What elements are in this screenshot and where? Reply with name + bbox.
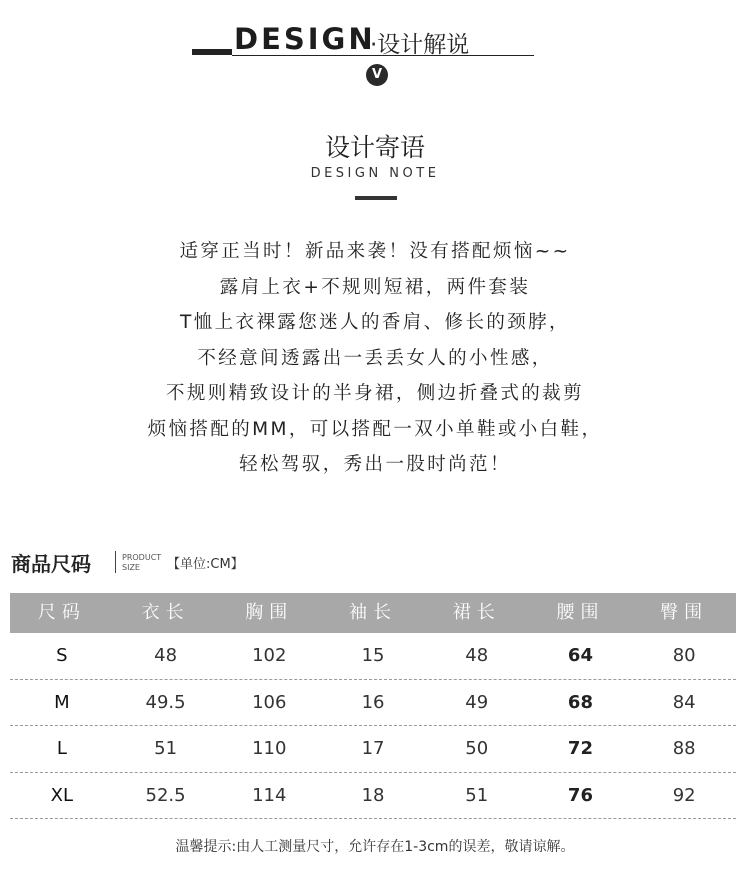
table-row [10, 680, 736, 727]
design-header [0, 0, 750, 100]
size-table [10, 593, 736, 819]
table-cell: 92 [672, 784, 696, 806]
header-cell: 尺码 [37, 602, 86, 623]
note-line: T恤上衣裸露您迷人的香肩、修长的颈脖， [180, 312, 570, 333]
table-cell: 68 [567, 691, 593, 713]
header-cell: 臀围 [660, 602, 709, 623]
note-line: 烦恼搭配的MM，可以搭配一双小单鞋或小白鞋， [147, 418, 603, 440]
table-cell: S [56, 645, 68, 666]
size-title-en-2: SIZE [122, 563, 140, 572]
table-cell: 17 [361, 738, 385, 759]
note-divider [355, 196, 397, 200]
table-cell: 49.5 [145, 691, 186, 713]
note-line: 轻松驾驭，秀出一股时尚范！ [239, 454, 511, 475]
table-cell: 50 [465, 738, 489, 759]
measurement-note: 温馨提示:由人工测量尺寸，允许存在1-3cm的误差，敬请谅解。 [175, 839, 575, 855]
table-cell: 16 [361, 691, 385, 713]
table-row [10, 773, 736, 820]
header-cell: 衣长 [141, 602, 190, 623]
table-cell: 48 [154, 645, 178, 666]
table-cell: 106 [252, 691, 287, 713]
table-cell: L [56, 738, 67, 759]
table-cell: XL [50, 784, 74, 806]
note-line: 不规则精致设计的半身裙，侧边折叠式的裁剪 [165, 383, 584, 404]
header-subtitle: ·设计解说 [370, 32, 470, 58]
table-cell: M [54, 691, 70, 713]
chevron-down-icon: V [366, 64, 388, 86]
table-row [10, 633, 736, 680]
design-note-text [0, 234, 750, 483]
table-cell: 76 [567, 784, 593, 806]
table-cell: 64 [567, 645, 593, 666]
note-subtitle: DESIGN NOTE [310, 166, 440, 181]
table-header [10, 593, 736, 633]
table-cell: 88 [672, 738, 696, 759]
table-cell: 72 [567, 738, 593, 759]
note-line: 露肩上衣+不规则短裙，两件套装 [219, 276, 531, 298]
size-title-divider [115, 551, 116, 573]
table-cell: 102 [252, 645, 287, 666]
note-title: 设计寄语 [324, 133, 425, 162]
note-line: 不经意间透露出一丢丢女人的小性感， [197, 347, 553, 369]
header-cell: 胸围 [245, 602, 294, 623]
table-cell: 51 [465, 784, 489, 806]
note-line: 适穿正当时！新品来袭！没有搭配烦恼~~ [179, 241, 571, 262]
size-title-en-1: PRODUCT [122, 553, 162, 562]
table-cell: 110 [252, 738, 287, 759]
size-title: 商品尺码 [11, 552, 91, 576]
table-cell: 18 [361, 784, 385, 806]
header-cell: 腰围 [556, 602, 605, 623]
header-accent-bar [192, 49, 232, 55]
table-cell: 48 [465, 645, 489, 666]
table-cell: 51 [154, 738, 178, 759]
table-cell: 84 [672, 691, 696, 713]
table-cell: 114 [252, 784, 287, 806]
table-row [10, 726, 736, 773]
header-cell: 袖长 [349, 602, 398, 623]
size-unit: 【单位:CM】 [167, 557, 244, 572]
table-cell: 80 [672, 645, 696, 666]
header-title: DESIGN [234, 22, 376, 56]
header-cell: 裙长 [452, 602, 501, 623]
table-cell: 52.5 [145, 784, 186, 806]
table-cell: 15 [361, 645, 385, 666]
table-cell: 49 [465, 691, 489, 713]
